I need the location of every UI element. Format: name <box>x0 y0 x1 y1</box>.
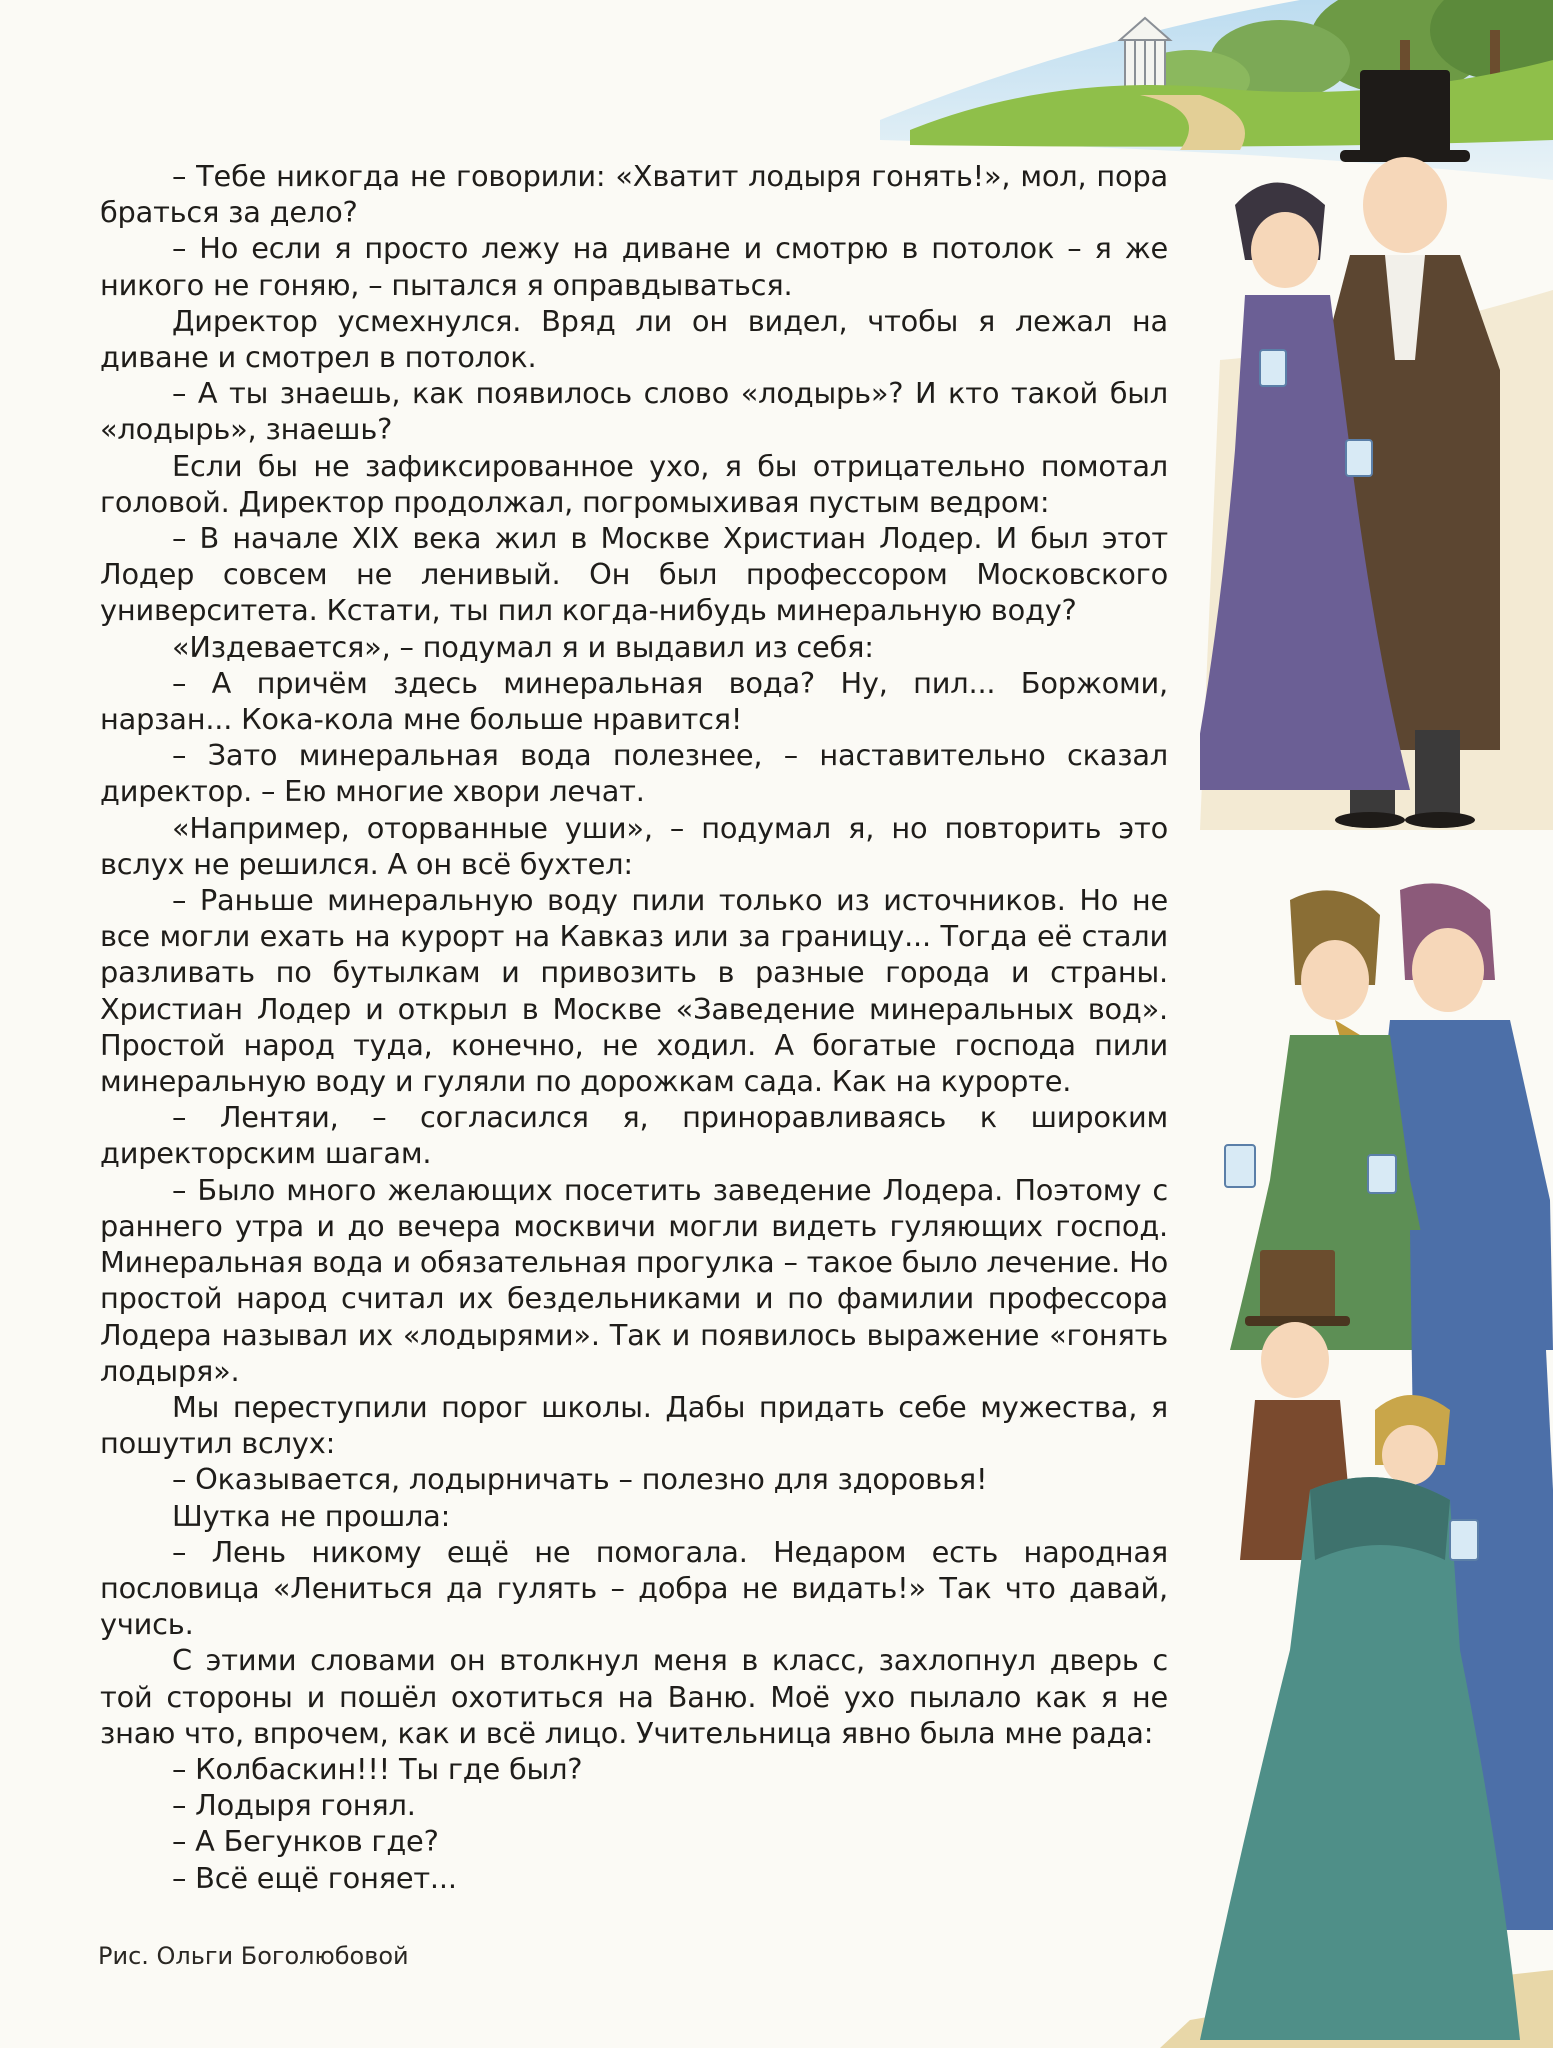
paragraph: – Тебе никогда не говорили: «Хватит лодыря гонять!», мол, пора браться за дело? <box>100 159 1168 230</box>
paragraph: – Лень никому ещё не помогала. Недаром есть народная пословица «Лениться да гулять – добра не видать!» Так что давай, учись. <box>100 1534 1168 1642</box>
water-glass-icon <box>1225 1145 1255 1187</box>
paragraph: – Колбаскин!!! Ты где был? <box>172 1751 583 1786</box>
paragraph: Если бы не зафиксированное ухо, я бы отрицательно помотал головой. Директор продолжал, погромыхивая пустым ведром: <box>100 448 1168 519</box>
paragraph: «Например, оторванные уши», – подумал я, но повторить это вслух не решился. А он всё бухтел: <box>100 810 1168 881</box>
paragraph: Директор усмехнулся. Вряд ли он видел, чтобы я лежал на диване и смотрел в потолок. <box>100 303 1168 375</box>
paragraph: – Лентяи, – согласился я, приноравливаясь к широким директорским шагам. <box>100 1100 1168 1171</box>
paragraph: С этими словами он втолкнул меня в класс, захлопнул дверь с той стороны и пошёл охотиться на Ваню. Моё ухо пылало как я не знаю что, впрочем, как и всё лицо. Учительница явно была мне рада: <box>100 1643 1168 1750</box>
paragraph: Мы переступили порог школы. Дабы придать себе мужества, я пошутил вслух: <box>100 1389 1168 1461</box>
top-hat-icon <box>1260 1250 1335 1320</box>
paragraph: – А ты знаешь, как появилось слово «лодырь»? И кто такой был «лодырь», знаешь? <box>100 376 1168 447</box>
paragraph: – Всё ещё гоняет... <box>172 1860 457 1895</box>
paragraph: – А Бегунков где? <box>172 1824 439 1859</box>
paragraph: – Раньше минеральную воду пили только из источников. Но не все могли ехать на курорт на Кавказ или за границу... Тогда её стали разливать по бутылкам и привозить в разные города и страны. Христиан Лодер и открыл в Москве «Заведение минеральных вод». Простой народ туда, конечно, не ходил. А богатые господа пили минеральную воду и гуляли по дорожкам сада. Как на курорте. <box>100 883 1168 1099</box>
paragraph: – В начале XIX века жил в Москве Христиан Лодер. И был этот Лодер совсем не ленивый. Он был профессором Московского университета. Кстати, ты пил когда-нибудь минеральную воду? <box>100 521 1168 628</box>
illustration-credit: Рис. Ольги Боголюбовой <box>98 1942 409 1970</box>
water-glass-icon <box>1368 1155 1396 1193</box>
paragraph: – А причём здесь минеральная вода? Ну, пил... Боржоми, нарзан... Кока-кола мне больше нравится! <box>100 665 1168 737</box>
top-hat-icon <box>1360 70 1450 155</box>
paragraph: – Зато минеральная вода полезнее, – наставительно сказал директор. – Ею многие хвори лечат. <box>100 738 1168 809</box>
water-glass-icon <box>1346 440 1372 476</box>
paragraph: – Было много желающих посетить заведение Лодера. Поэтому с раннего утра и до вечера москвичи могли видеть гуляющих господ. Минеральная вода и обязательная прогулка – такое было лечение. Но простой народ считал их бездельниками и по фамилии профессора Лодера называл их «лодырями». Так и появилось выражение «гонять лодыря». <box>100 1172 1168 1388</box>
water-glass-icon <box>1450 1520 1478 1560</box>
promenade-illustration <box>1160 1230 1553 2048</box>
paragraph: «Издевается», – подумал я и выдавил из себя: <box>172 629 874 664</box>
paragraph: – Оказывается, лодырничать – полезно для здоровья! <box>172 1462 988 1497</box>
paragraph: – Лодыря гонял. <box>172 1788 416 1823</box>
water-glass-icon <box>1260 350 1286 386</box>
couple-with-glasses-illustration <box>1200 30 1553 830</box>
paragraph: Шутка не прошла: <box>172 1498 451 1533</box>
paragraph: – Но если я просто лежу на диване и смотрю в потолок – я же никого не гоняю, – пытался я оправдываться. <box>100 231 1168 302</box>
story-text <box>100 158 1168 1896</box>
